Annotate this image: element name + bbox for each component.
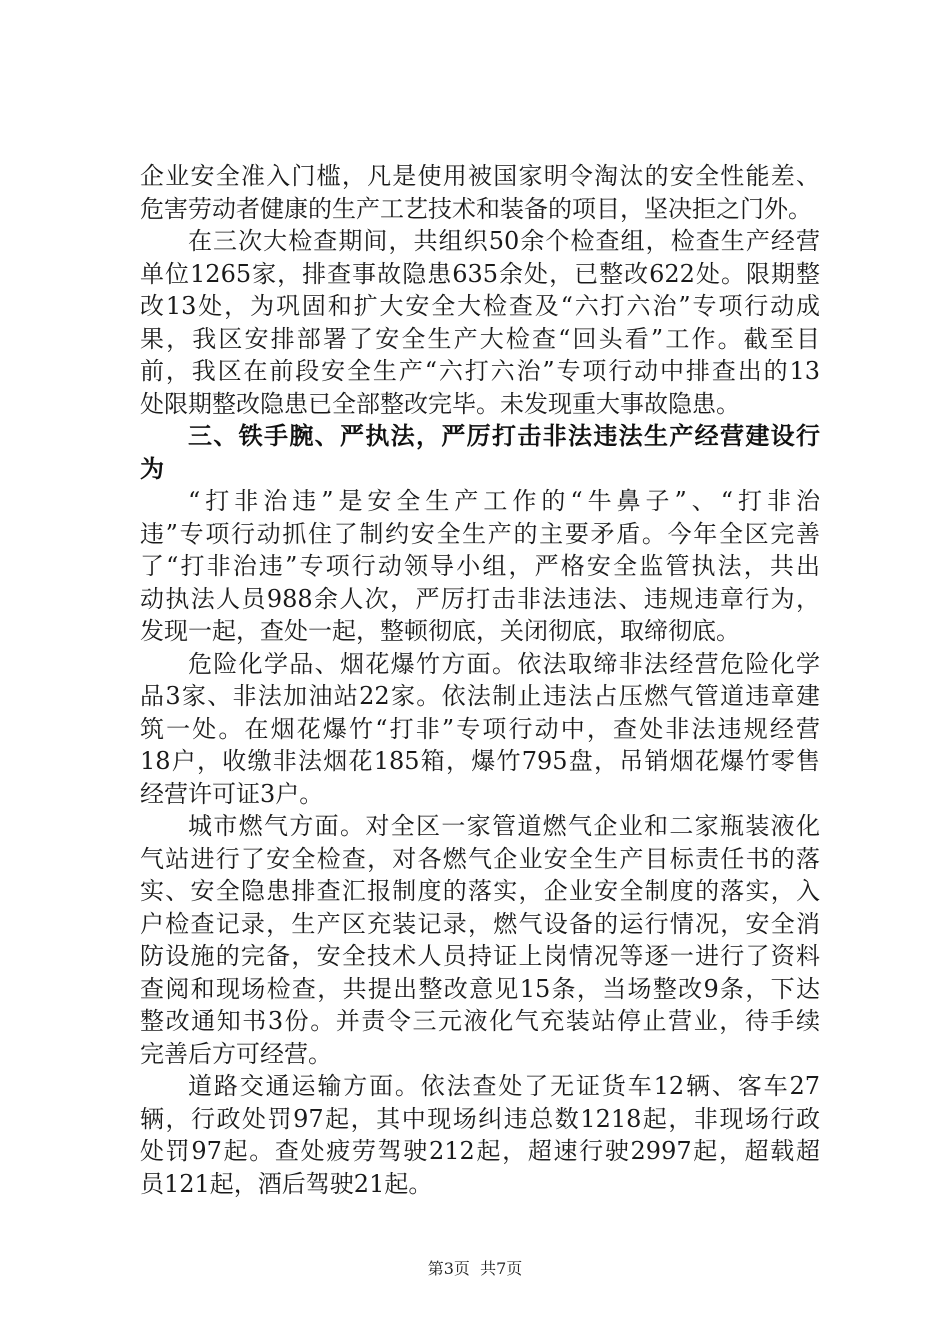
paragraph — [140, 485, 820, 648]
text-line: 三、铁手腕、严执法，严厉打击非法违法生产经营建设行 — [188, 422, 820, 450]
text-line: 筑一处。在烟花爆竹“打非”专项行动中，查处非法违规经营 — [140, 714, 820, 743]
text-line: 防设施的完备，安全技术人员持证上岗情况等逐一进行了资料 — [140, 942, 820, 970]
text-line: 企业安全准入门槛，凡是使用被国家明令淘汰的安全性能差、 — [140, 162, 820, 190]
paragraph — [140, 225, 820, 420]
text-line: 品3家、非法加油站22家。依法制止违法占压燃气管道违章建 — [140, 682, 820, 710]
text-line: 城市燃气方面。对全区一家管道燃气企业和二家瓶装液化 — [188, 812, 820, 840]
text-line: 辆，行政处罚97起，其中现场纠违总数1218起，非现场行政 — [140, 1104, 820, 1133]
text-line: 在三次大检查期间，共组织50余个检查组，检查生产经营 — [188, 227, 820, 255]
text-line: 动执法人员988余人次，严厉打击非法违法、违规违章行为， — [140, 584, 820, 613]
text-line: 果，我区安排部署了安全生产大检查“回头看”工作。截至目 — [140, 324, 820, 353]
text-line: 完善后方可经营。 — [140, 1039, 332, 1068]
text-line: 气站进行了安全检查，对各燃气企业安全生产目标责任书的落 — [140, 844, 820, 873]
paragraph — [140, 160, 820, 225]
section-heading — [140, 420, 820, 485]
text-line: 了“打非治违”专项行动领导小组，严格安全监管执法，共出 — [140, 552, 820, 580]
text-line: 员121起，酒后驾驶21起。 — [140, 1169, 433, 1198]
text-line: 处限期整改隐患已全部整改完毕。未发现重大事故隐患。 — [140, 389, 740, 418]
text-line: “打非治违”是安全生产工作的“牛鼻子”、“打非治 — [188, 487, 820, 515]
document-body — [140, 160, 820, 1200]
text-line: 前，我区在前段安全生产“六打六治”专项行动中排查出的13 — [140, 357, 820, 385]
text-line: 为 — [140, 454, 164, 483]
paragraph — [140, 648, 820, 811]
text-line: 实、安全隐患排查汇报制度的落实，企业安全制度的落实，入 — [140, 877, 820, 905]
paragraph — [140, 1070, 820, 1200]
text-line: 违”专项行动抓住了制约安全生产的主要矛盾。今年全区完善 — [140, 519, 820, 548]
text-line: 整改通知书3份。并责令三元液化气充装站停止营业，待手续 — [140, 1007, 820, 1035]
text-line: 改13处，为巩固和扩大安全大检查及“六打六治”专项行动成 — [140, 292, 820, 320]
text-line: 危害劳动者健康的生产工艺技术和装备的项目，坚决拒之门外。 — [140, 194, 812, 223]
text-line: 道路交通运输方面。依法查处了无证货车12辆、客车27 — [188, 1072, 820, 1100]
text-line: 发现一起，查处一起，整顿彻底，关闭彻底，取缔彻底。 — [140, 617, 740, 645]
text-line: 单位1265家，排查事故隐患635余处，已整改622处。限期整 — [140, 259, 820, 288]
text-line: 18户，收缴非法烟花185箱，爆竹795盘，吊销烟花爆竹零售 — [140, 747, 820, 775]
page-footer: 第3页 共7页 — [427, 1259, 523, 1278]
paragraph — [140, 810, 820, 1070]
text-line: 危险化学品、烟花爆竹方面。依法取缔非法经营危险化学 — [188, 649, 820, 678]
text-line: 查阅和现场检查，共提出整改意见15条，当场整改9条，下达 — [140, 974, 820, 1003]
text-line: 处罚97起。查处疲劳驾驶212起，超速行驶2997起，超载超 — [140, 1137, 820, 1165]
text-line: 户检查记录，生产区充装记录，燃气设备的运行情况，安全消 — [140, 909, 820, 938]
text-line: 经营许可证3户。 — [140, 779, 324, 808]
